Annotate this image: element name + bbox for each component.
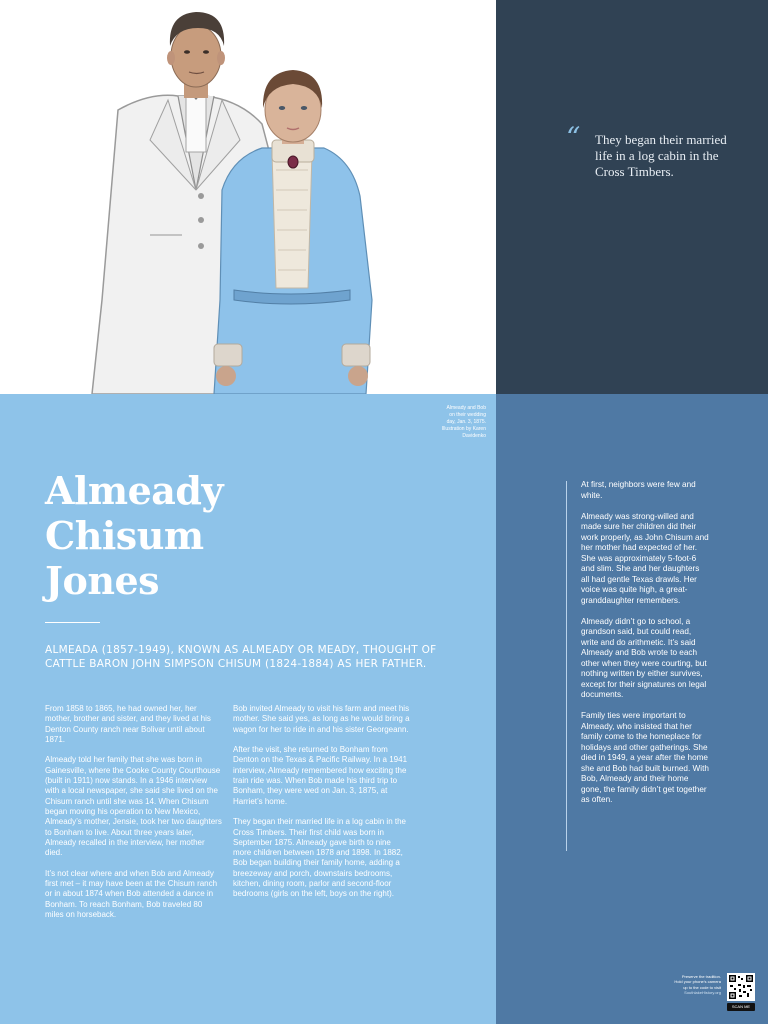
couple-illustration: [0, 0, 496, 394]
body-column-2: [233, 704, 411, 910]
title-line: Chisum: [45, 513, 204, 558]
column-divider: [566, 481, 567, 851]
quote-panel: [496, 0, 768, 394]
qr-line: up to the code to visit: [683, 984, 721, 990]
paragraph: They began their married life in a log cabin in the Cross Timbers. Their first child was born in September 1875. Almeady gave birth to nine more children between 1878 and 1898. In 1882, Bob began building their family home, adding a breezeway and porch, downstairs bedrooms, kitchen, dining room, parlor and second-floor bedrooms (girls on the left, boys on the right).: [233, 817, 406, 899]
paragraph: From 1858 to 1865, he had owned her, her mother, brother and sister, and they lived at his Denton County ranch near Bolivar until about 1871.: [45, 704, 211, 744]
subtitle: ALMEADA (1857-1949), KNOWN AS ALMEADY OR MEADY, THOUGHT OF CATTLE BARON JOHN SIMPSON CHISUM (1824-1884) AS HER FATHER.: [45, 644, 437, 670]
page-title: [45, 468, 305, 603]
title-line: Almeady: [45, 468, 224, 513]
qr-code-icon[interactable]: [727, 973, 755, 1001]
paragraph: It’s not clear where and when Bob and Almeady first met – it may have been at the Chisum ranch or in about 1874 when Bob attended a dance in Bonham. To reach Bonham, Bob traveled 80 miles on horseback.: [45, 868, 218, 919]
scan-me-badge: SCAN ME: [727, 1003, 755, 1011]
paragraph: Almeady was strong-willed and made sure her children did their work properly, as John Chisum and her mother had expected of her. She was approximately 5-foot-6 and slim. She and her daughters all had gentle Texas drawls. Her voice was quite high, a great-granddaughter remembers.: [581, 511, 709, 605]
wedding-portrait-illustration: [0, 0, 496, 394]
paragraph: After the visit, she returned to Bonham from Denton on the Texas & Pacific Railway. In a 1941 interview, Almeady remembered how exciting the train ride was. When Bob made his third trip to Bonham, they were wed on Jan. 3, 1875, at Harriet’s home.: [233, 745, 408, 806]
quote-mark-icon: “: [566, 121, 578, 154]
qr-line: Preserve the tradition.: [681, 974, 721, 979]
qr-instructions: [664, 974, 721, 996]
body-column-3: [581, 480, 709, 816]
paragraph: Almeady told her family that she was born in Gainesville, where the Cooke County Courthouse (built in 1911) now stands. In a 1946 interview with a local newspaper, she said she lived on the Chisum ranch until she was 14. When Chisum began moving his operation to New Mexico, Almeady’s mother, Jensie, took her two daughters to Bonham to live. About three years later, Almeady recalled in the interview, her mother died.: [45, 755, 222, 858]
paragraph: At first, neighbors were few and white.: [581, 480, 696, 500]
body-column-1: [45, 704, 223, 931]
title-divider: [45, 622, 100, 623]
illustration-caption: Almeady and Bob on their wedding day, Jan. 3, 1875. Illustration by Karen Davidenko: [441, 405, 486, 439]
title-line: Jones: [45, 558, 160, 603]
qr-url: SouthlakeHistory.org: [684, 990, 721, 996]
paragraph: Bob invited Almeady to visit his farm and meet his mother. She said yes, as long as he would bring a wagon for her to ride in and his sister Georgeann.: [233, 704, 410, 734]
pull-quote: They began their married life in a log cabin in the Cross Timbers.: [595, 132, 727, 179]
qr-line: Hold your phone's camera: [674, 979, 721, 985]
paragraph: Almeady didn’t go to school, a grandson said, but could read, write and do arithmetic. It’s said Almeady and Bob wrote to each other when they were courting, but nothing written by either survives, except for their signatures on legal documents.: [581, 616, 707, 699]
qr-pattern: [729, 975, 753, 999]
paragraph: Family ties were important to Almeady, who insisted that her family come to the homeplace for holidays and other gatherings. She died in 1949, a year after the home she and Bob had built burned. With Bob, Almeady and their home gone, the family didn’t get together as often.: [581, 711, 709, 804]
